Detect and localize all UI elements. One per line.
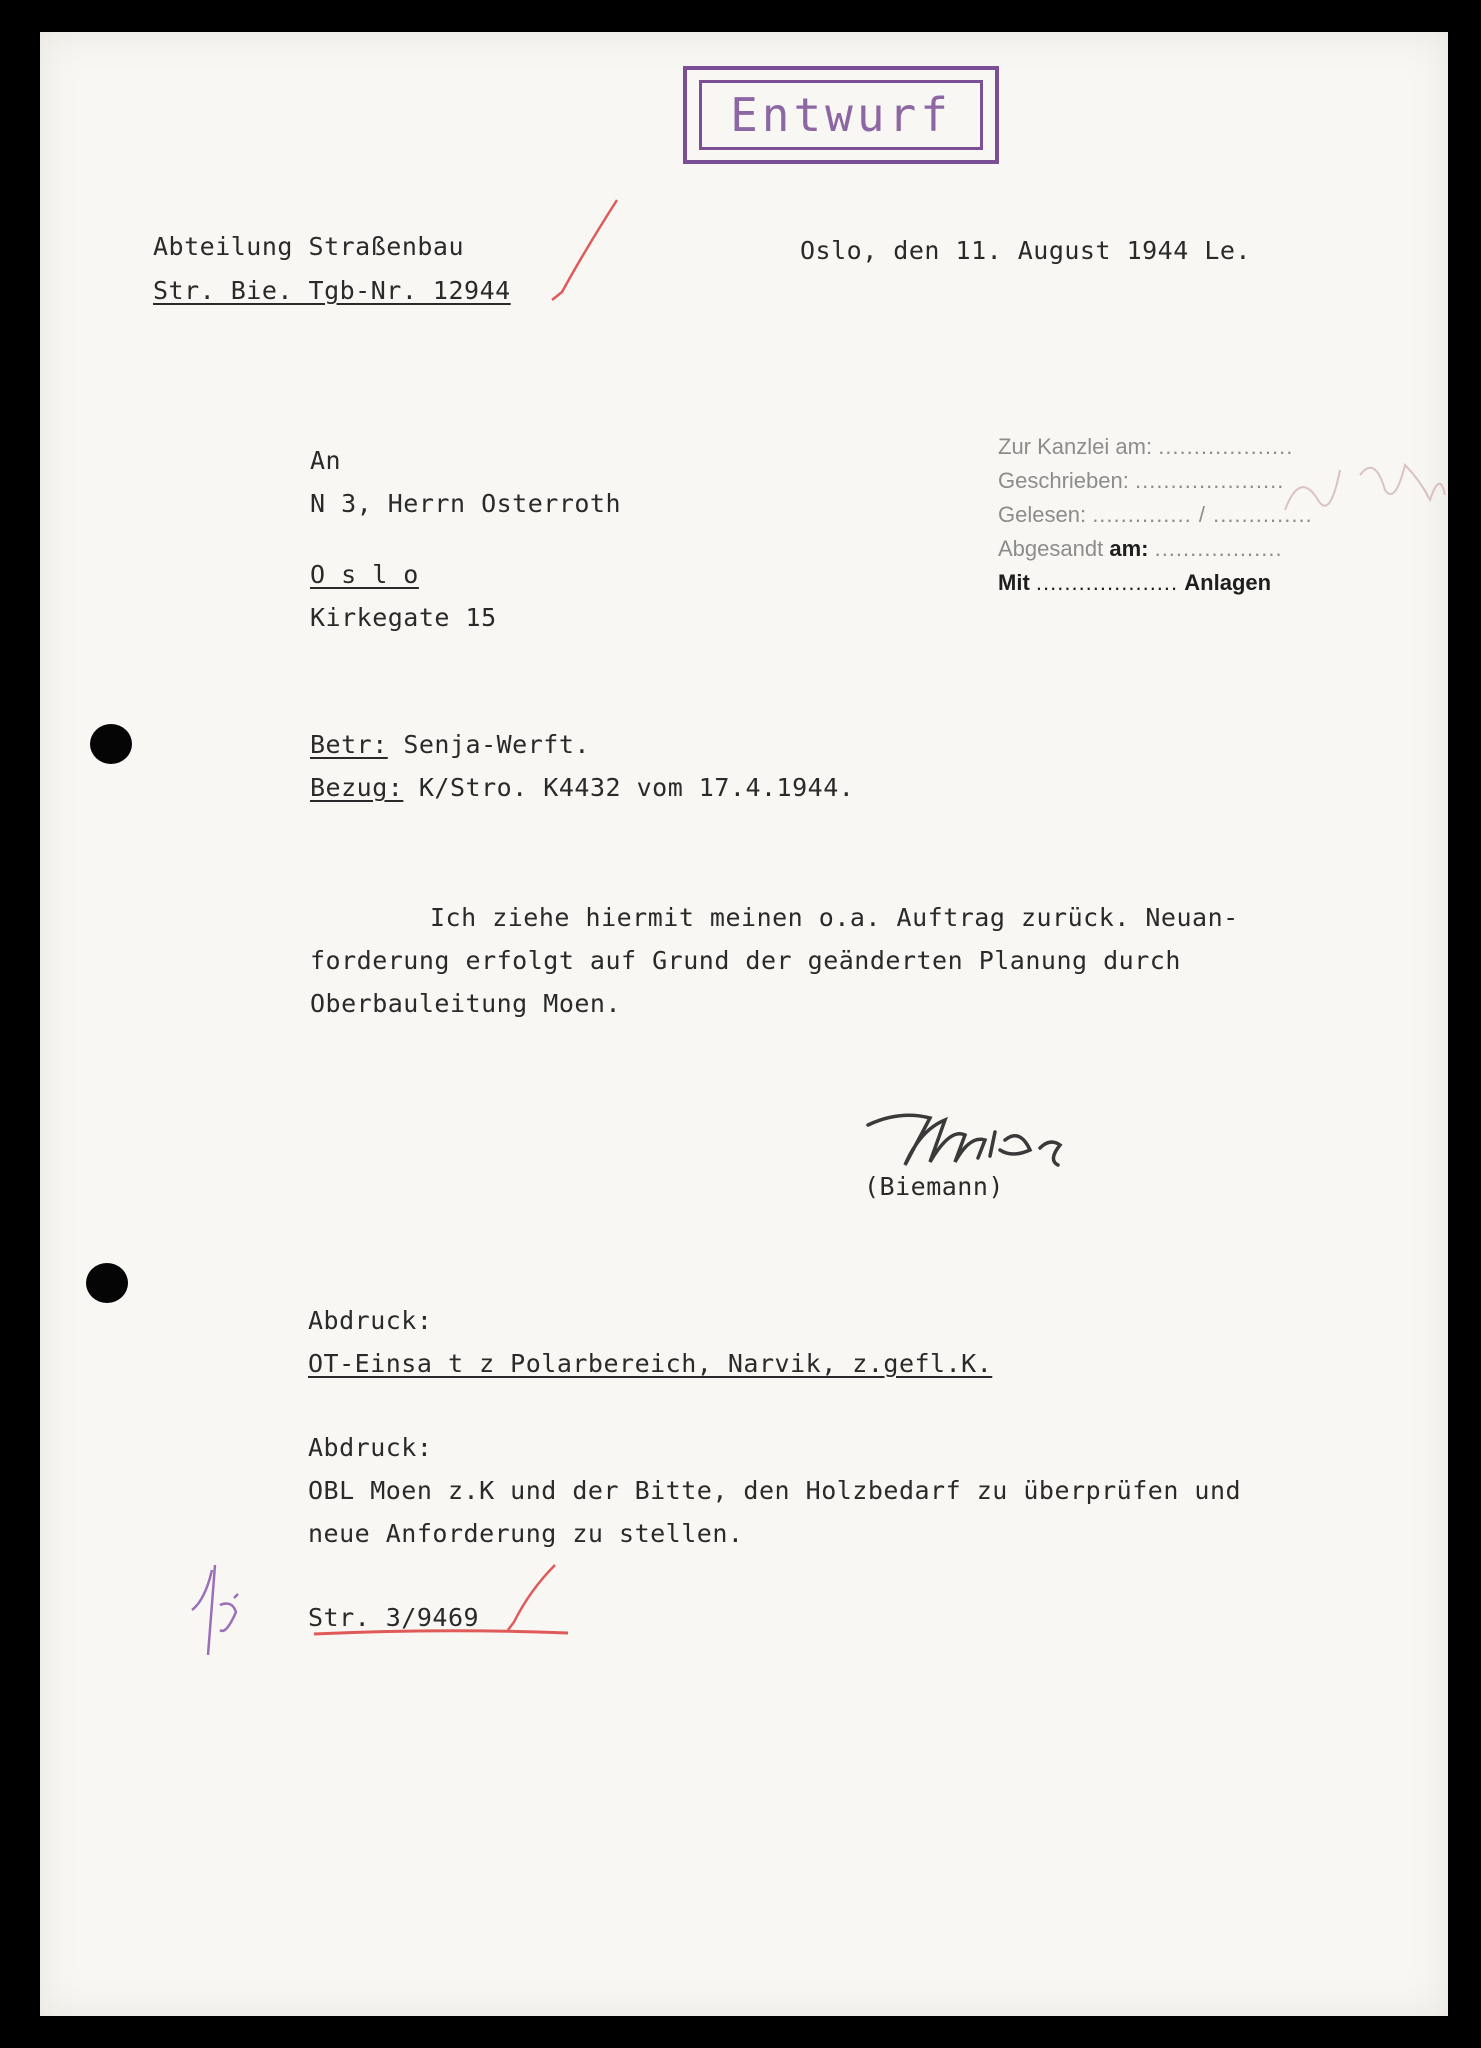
recipient-street: Kirkegate 15 — [310, 603, 497, 632]
date-line: Oslo, den 11. August 1944 Le. — [800, 236, 1251, 265]
body-line-2: forderung erfolgt auf Grund der geänderten Planung durch — [310, 946, 1181, 975]
copy-2-line-1: OBL Moen z.K und der Bitte, den Holzbedarf zu überprüfen und — [308, 1476, 1242, 1505]
chancery-kanzlei-label: Zur Kanzlei am: — [998, 434, 1153, 459]
signatory-name: (Biemann) — [864, 1172, 1004, 1201]
red-check-reference-icon — [552, 200, 617, 300]
chancery-geschrieben-label: Geschrieben: — [998, 468, 1129, 493]
chancery-mit-label: Mit — [998, 570, 1030, 595]
betr-label: Betr: — [310, 730, 388, 759]
copy-1-label: Abdruck: — [308, 1306, 433, 1335]
chancery-row-gelesen: Gelesen: .............. / .............. — [998, 502, 1313, 527]
file-number: Str. 3/9469 — [308, 1603, 480, 1632]
violet-initials-icon — [192, 1565, 238, 1655]
bezug-label: Bezug: — [310, 773, 404, 802]
red-underline-file-number — [314, 1631, 568, 1634]
recipient-salutation: An — [310, 446, 342, 475]
sender-department: Abteilung Straßenbau — [153, 232, 465, 261]
copy-2-line-2: neue Anforderung zu stellen. — [308, 1519, 744, 1548]
betr-value: Senja-Werft. — [403, 730, 590, 759]
bezug-value: K/Stro. K4432 vom 17.4.1944. — [418, 773, 855, 802]
recipient-name: N 3, Herrn Osterroth — [310, 489, 622, 518]
chancery-row-anlagen: Mit .................... Anlagen — [998, 570, 1272, 595]
red-check-file-number-icon — [508, 1565, 555, 1630]
chancery-am-label: am: — [1109, 536, 1149, 561]
pencil-note-icon — [1285, 465, 1445, 510]
body-line-1: Ich ziehe hiermit meinen o.a. Auftrag zurück. Neuan- — [430, 903, 1239, 932]
chancery-abgesandt-label: Abgesandt — [998, 536, 1104, 561]
chancery-row-kanzlei: Zur Kanzlei am: ................... — [998, 434, 1294, 459]
copy-2-label: Abdruck: — [308, 1433, 433, 1462]
signature-icon — [868, 1115, 1060, 1165]
chancery-gelesen-label: Gelesen: — [998, 502, 1087, 527]
draft-stamp-text: Entwurf — [730, 88, 952, 142]
chancery-row-geschrieben: Geschrieben: ..................... — [998, 468, 1285, 493]
recipient-city: O s l o — [310, 560, 419, 589]
chancery-row-abgesandt: Abgesandt am: .................. — [998, 536, 1283, 561]
sender-reference: Str. Bie. Tgb-Nr. 12944 — [153, 276, 511, 305]
body-line-3: Oberbauleitung Moen. — [310, 989, 622, 1018]
copy-1-line-1: OT-Einsa t z Polarbereich, Narvik, z.gefl.K. — [308, 1349, 993, 1378]
chancery-anlagen-label: Anlagen — [1184, 570, 1272, 595]
